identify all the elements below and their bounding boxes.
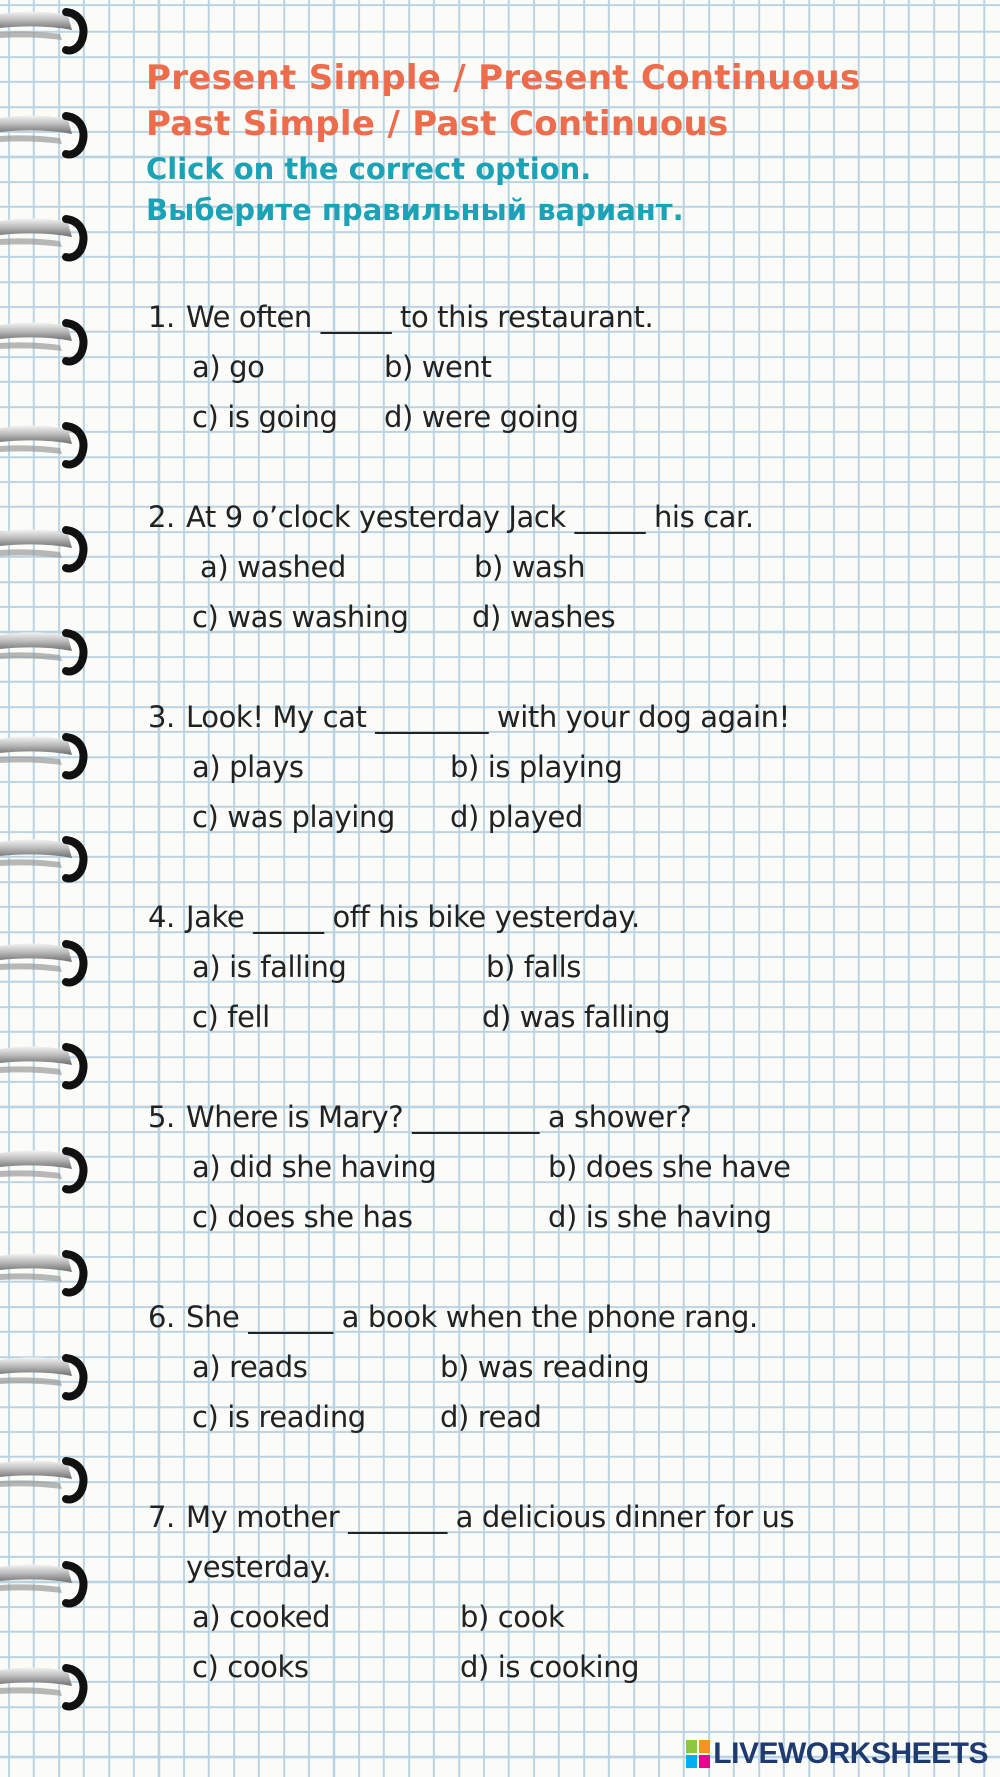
question-number: 4. bbox=[148, 900, 175, 934]
option-c[interactable]: c) cooks bbox=[192, 1650, 309, 1684]
liveworksheets-logo[interactable] bbox=[686, 1737, 988, 1771]
spiral-ring bbox=[0, 1660, 92, 1714]
liveworksheets-logo-icon bbox=[686, 1740, 710, 1768]
option-d[interactable]: d) was falling bbox=[482, 1000, 671, 1034]
question-number: 1. bbox=[148, 300, 175, 334]
option-c[interactable]: c) was playing bbox=[192, 800, 395, 834]
spiral-ring bbox=[0, 315, 92, 369]
question-text: At 9 o’clock yesterday Jack _____ his car. bbox=[186, 500, 754, 534]
option-b[interactable]: b) is playing bbox=[450, 750, 623, 784]
notebook-spiral-binding bbox=[0, 0, 92, 1777]
option-c[interactable]: c) was washing bbox=[192, 600, 409, 634]
option-b[interactable]: b) went bbox=[384, 350, 492, 384]
option-b[interactable]: b) cook bbox=[460, 1600, 565, 1634]
question-number: 7. bbox=[148, 1500, 175, 1534]
question-4 bbox=[148, 892, 988, 1042]
question-text: Look! My cat ________ with your dog again! bbox=[186, 700, 790, 734]
option-a[interactable]: a) go bbox=[192, 350, 265, 384]
worksheet-title-line-2: Past Simple / Past Continuous bbox=[146, 104, 729, 144]
option-b[interactable]: b) does she have bbox=[548, 1150, 791, 1184]
question-6 bbox=[148, 1292, 988, 1442]
worksheet-title-line-1: Present Simple / Present Continuous bbox=[146, 58, 861, 98]
option-d[interactable]: d) washes bbox=[472, 600, 616, 634]
spiral-ring bbox=[0, 1557, 92, 1611]
option-a[interactable]: a) reads bbox=[192, 1350, 308, 1384]
option-a[interactable]: a) did she having bbox=[192, 1150, 437, 1184]
question-3 bbox=[148, 692, 988, 842]
spiral-ring bbox=[0, 418, 92, 472]
option-c[interactable]: c) does she has bbox=[192, 1200, 413, 1234]
spiral-ring bbox=[0, 522, 92, 576]
spiral-ring bbox=[0, 108, 92, 162]
question-1 bbox=[148, 292, 988, 442]
spiral-ring bbox=[0, 1039, 92, 1093]
spiral-ring bbox=[0, 1246, 92, 1300]
option-d[interactable]: d) is she having bbox=[548, 1200, 772, 1234]
option-a[interactable]: a) cooked bbox=[192, 1600, 331, 1634]
spiral-ring bbox=[0, 1453, 92, 1507]
liveworksheets-logo-text: LIVEWORKSHEETS bbox=[713, 1737, 988, 1770]
spiral-ring bbox=[0, 832, 92, 886]
question-5 bbox=[148, 1092, 988, 1242]
question-7 bbox=[148, 1492, 988, 1692]
spiral-ring bbox=[0, 4, 92, 58]
instruction-english: Click on the correct option. bbox=[146, 152, 592, 186]
question-number: 2. bbox=[148, 500, 175, 534]
question-2 bbox=[148, 492, 988, 642]
option-d[interactable]: d) were going bbox=[384, 400, 579, 434]
option-c[interactable]: c) is reading bbox=[192, 1400, 366, 1434]
option-d[interactable]: d) read bbox=[440, 1400, 542, 1434]
question-text-continued: yesterday. bbox=[186, 1550, 332, 1584]
spiral-ring bbox=[0, 1350, 92, 1404]
option-c[interactable]: c) fell bbox=[192, 1000, 270, 1034]
spiral-ring bbox=[0, 625, 92, 679]
option-b[interactable]: b) wash bbox=[474, 550, 586, 584]
spiral-ring bbox=[0, 1143, 92, 1197]
spiral-ring bbox=[0, 936, 92, 990]
spiral-ring bbox=[0, 211, 92, 265]
worksheet-header bbox=[146, 55, 976, 231]
question-text: We often _____ to this restaurant. bbox=[186, 300, 654, 334]
option-d[interactable]: d) is cooking bbox=[460, 1650, 640, 1684]
question-text: My mother _______ a delicious dinner for us bbox=[186, 1500, 795, 1534]
option-a[interactable]: a) washed bbox=[200, 550, 346, 584]
option-c[interactable]: c) is going bbox=[192, 400, 338, 434]
option-b[interactable]: b) was reading bbox=[440, 1350, 650, 1384]
question-text: Jake _____ off his bike yesterday. bbox=[186, 900, 640, 934]
option-a[interactable]: a) plays bbox=[192, 750, 304, 784]
spiral-ring bbox=[0, 729, 92, 783]
instruction-russian: Выберите правильный вариант. bbox=[146, 193, 684, 227]
question-text: She ______ a book when the phone rang. bbox=[186, 1300, 758, 1334]
option-b[interactable]: b) falls bbox=[486, 950, 581, 984]
question-number: 3. bbox=[148, 700, 175, 734]
option-a[interactable]: a) is falling bbox=[192, 950, 347, 984]
option-d[interactable]: d) played bbox=[450, 800, 583, 834]
question-number: 6. bbox=[148, 1300, 175, 1334]
question-text: Where is Mary? _________ a shower? bbox=[186, 1100, 692, 1134]
question-number: 5. bbox=[148, 1100, 175, 1134]
